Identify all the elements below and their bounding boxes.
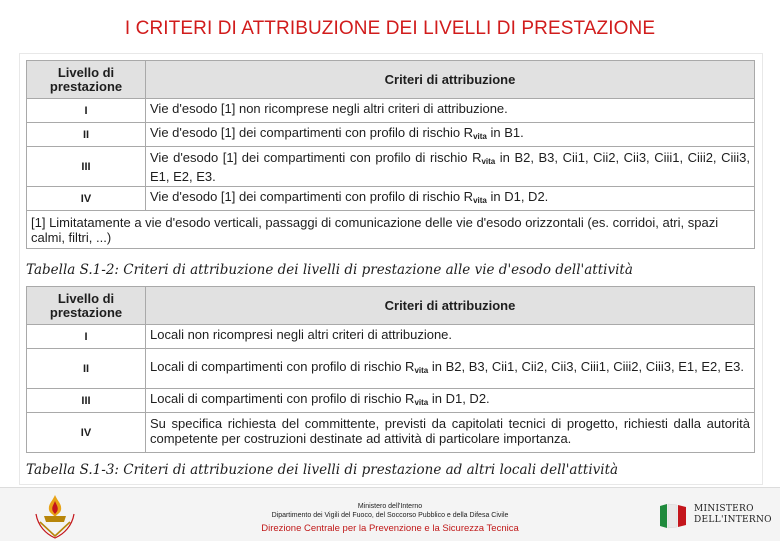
table-row — [27, 123, 755, 147]
footer-line-direzione: Direzione Centrale per la Prevenzione e la Sicurezza Tecnica — [261, 523, 519, 534]
table-note: [1] Limitatamente a vie d'esodo verticali, passaggi di comunicazione delle vie d'esodo orizzontali (es. corridoi, atri, spazi calmi, filtri, ...) — [27, 211, 755, 249]
level-cell: II — [27, 123, 146, 147]
table-caption-locali: Tabella S.1-3: Criteri di attribuzione dei livelli di prestazione ad altri locali dell'attività — [26, 462, 619, 478]
level-cell: IV — [27, 413, 146, 453]
footer-department-text — [170, 502, 610, 535]
criteria-table-locali — [26, 286, 755, 453]
level-cell: III — [27, 389, 146, 413]
header-criteria: Criteri di attribuzione — [146, 61, 755, 99]
italian-flag-icon — [658, 502, 688, 530]
level-cell: IV — [27, 187, 146, 211]
criteria-cell: Locali di compartimenti con profilo di rischio $R_{vita}$ in B2, B3, Cii1, Cii2, Cii3, Ciii1, Ciii2, Ciii3, E1, E2, E3. — [146, 349, 755, 389]
level-cell: I — [27, 325, 146, 349]
header-criteria: Criteri di attribuzione — [146, 287, 755, 325]
vigili-del-fuoco-emblem-icon — [30, 492, 80, 540]
header-level: Livello di prestazione — [27, 61, 146, 99]
table-header-row — [27, 61, 755, 99]
criteria-cell: Vie d'esodo [1] dei compartimenti con profilo di rischio $R_{vita}$ in B2, B3, Cii1, Cii2, Cii3, Ciii1, Ciii2, Ciii3, E1, E2, E3. — [146, 147, 755, 187]
table-row — [27, 99, 755, 123]
slide-footer — [0, 487, 780, 541]
criteria-cell: Locali non ricompresi negli altri criteri di attribuzione. — [146, 325, 755, 349]
criteria-table-esodo — [26, 60, 755, 249]
ministry-wordmark: MINISTERO DELL'INTERNO — [694, 504, 772, 525]
criteria-cell: Locali di compartimenti con profilo di rischio $R_{vita}$ in D1, D2. — [146, 389, 755, 413]
criteria-cell: Vie d'esodo [1] dei compartimenti con profilo di rischio $R_{vita}$ in B1. — [146, 123, 755, 147]
table-row — [27, 147, 755, 187]
footer-line-department: Dipartimento dei Vigili del Fuoco, del Soccorso Pubblico e della Difesa Civile — [271, 512, 509, 519]
table-header-row — [27, 287, 755, 325]
table-row — [27, 349, 755, 389]
criteria-cell: Vie d'esodo [1] dei compartimenti con profilo di rischio $R_{vita}$ in D1, D2. — [146, 187, 755, 211]
level-cell: III — [27, 147, 146, 187]
table-row — [27, 325, 755, 349]
ministry-logo — [658, 502, 773, 534]
table-caption-esodo: Tabella S.1-2: Criteri di attribuzione dei livelli di prestazione alle vie d'esodo dell'attività — [26, 262, 633, 278]
level-cell: II — [27, 349, 146, 389]
slide-title: I CRITERI DI ATTRIBUZIONE DEI LIVELLI DI PRESTAZIONE — [124, 18, 656, 39]
document-scan — [20, 54, 762, 484]
table-row — [27, 389, 755, 413]
level-cell: I — [27, 99, 146, 123]
table-row — [27, 413, 755, 453]
table-note-row — [27, 211, 755, 249]
header-level: Livello di prestazione — [27, 287, 146, 325]
criteria-cell: Su specifica richiesta del committente, previsti da capitolati tecnici di progetto, richiesti dalla autorità competente per costruzioni destinate ad attività di particolare importanza. — [146, 413, 755, 453]
table-row — [27, 187, 755, 211]
criteria-cell: Vie d'esodo [1] non ricomprese negli altri criteri di attribuzione. — [146, 99, 755, 123]
footer-line-ministry: Ministero dell'Interno — [357, 503, 423, 510]
